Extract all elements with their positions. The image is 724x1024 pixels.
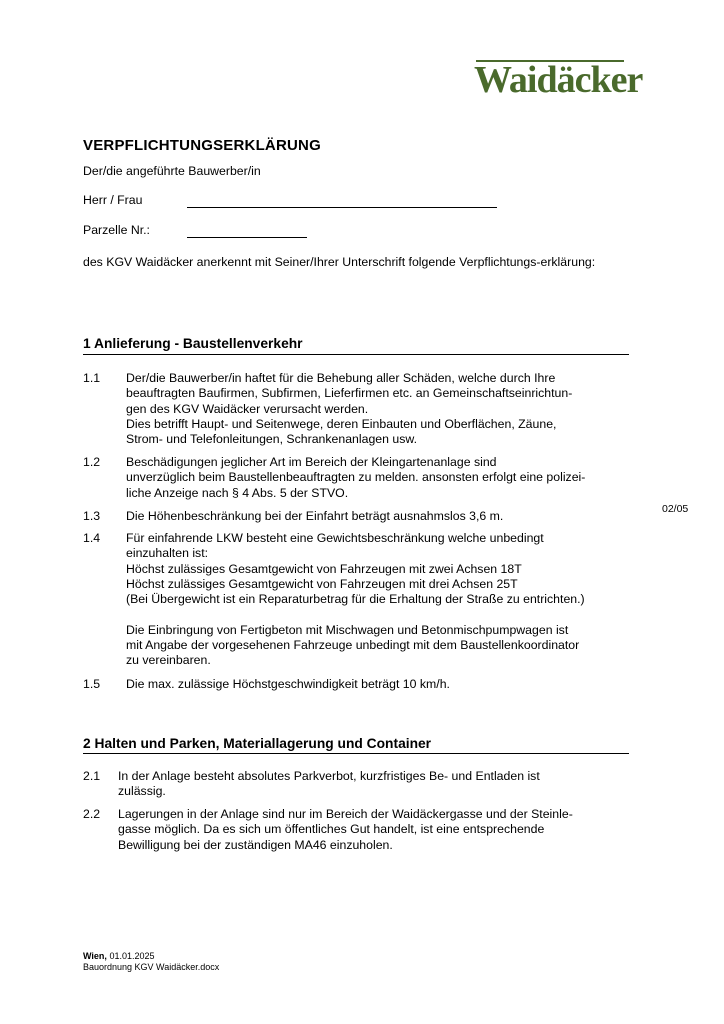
section-2-rule: [83, 753, 629, 754]
item-number: 2.2: [83, 807, 101, 821]
item-text: Die Höhenbeschränkung bei der Einfahrt beträgt ausnahmslos 3,6 m.: [126, 509, 504, 523]
footer-location-date: [83, 951, 154, 962]
item-number: 2.1: [83, 769, 101, 783]
item-text: Der/die Bauwerber/in haftet für die Behebung aller Schäden, welche durch Ihre beauftragten Baufirmen, Subfirmen, Lieferfirmen etc. an Gemeinschaftseinrichtun- gen des KGV Waidäcker verursacht werden. Dies betrifft Haupt- und Seitenwege, deren Einbauten und Oberflächen, Zäune, Strom- und Telefonleitungen, Schrankenanlagen usw.: [126, 371, 573, 447]
declaration-text: des KGV Waidäcker anerkennt mit Seiner/Ihrer Unterschrift folgende Verpflichtungs-erklärung:: [83, 255, 596, 269]
item-text: In der Anlage besteht absolutes Parkverbot, kurzfristiges Be- und Entladen ist zulässig.: [118, 769, 540, 799]
item-number: 1.2: [83, 455, 101, 469]
document-title: VERPFLICHTUNGSERKLÄRUNG: [83, 137, 321, 154]
item-number: 1.5: [83, 677, 101, 691]
item-text: Für einfahrende LKW besteht eine Gewichtsbeschränkung welche unbedingt einzuhalten ist: Höchst zulässiges Gesamtgewicht von Fahrzeugen mit zwei Achsen 18T Höchst zulässiges Gesamtgewicht von Fahrzeugen mit drei Achsen 25T (Bei Übergewicht ist ein Reparaturbetrag für die Erhaltung der Straße zu entrichten.) Die Einbringung von Fertigbeton mit Mischwagen und Betonmischpumpwagen ist mit Angabe der vorgesehenen Fahrzeuge unbedingt mit dem Baustellenkoordinator zu vereinbaren.: [126, 531, 585, 668]
name-signature-line: [187, 207, 497, 208]
parcel-number-line: [187, 237, 307, 238]
footer-filename: Bauordnung KGV Waidäcker.docx: [83, 962, 220, 972]
item-text: Beschädigungen jeglicher Art im Bereich der Kleingartenanlage sind unverzüglich beim Baustellenbeauftragten zu melden. ansonsten erfolgt eine polizei- liche Anzeige nach § 4 Abs. 5 der STVO.: [126, 455, 586, 500]
parcel-label: Parzelle Nr.:: [83, 223, 150, 237]
footer-date: 01.01.2025: [109, 951, 155, 961]
name-label: Herr / Frau: [83, 193, 143, 207]
section-1-rule: [83, 354, 629, 355]
page-number: 02/05: [662, 503, 689, 515]
section-1-heading: 1 Anlieferung - Baustellenverkehr: [83, 336, 303, 351]
item-text: Lagerungen in der Anlage sind nur im Bereich der Waidäckergasse und der Steinle- gasse möglich. Da es sich um öffentliches Gut handelt, ist eine entsprechende Bewilligung bei der zuständigen MA46 einzuholen.: [118, 807, 573, 852]
waidaecker-logo: Waidäcker: [474, 59, 643, 101]
item-number: 1.1: [83, 371, 101, 385]
footer-location: Wien,: [83, 951, 107, 961]
item-number: 1.4: [83, 531, 101, 545]
item-text: Die max. zulässige Höchstgeschwindigkeit beträgt 10 km/h.: [126, 677, 450, 691]
intro-text: Der/die angeführte Bauwerber/in: [83, 164, 261, 178]
item-number: 1.3: [83, 509, 101, 523]
section-2-heading: 2 Halten und Parken, Materiallagerung und Container: [83, 736, 432, 751]
